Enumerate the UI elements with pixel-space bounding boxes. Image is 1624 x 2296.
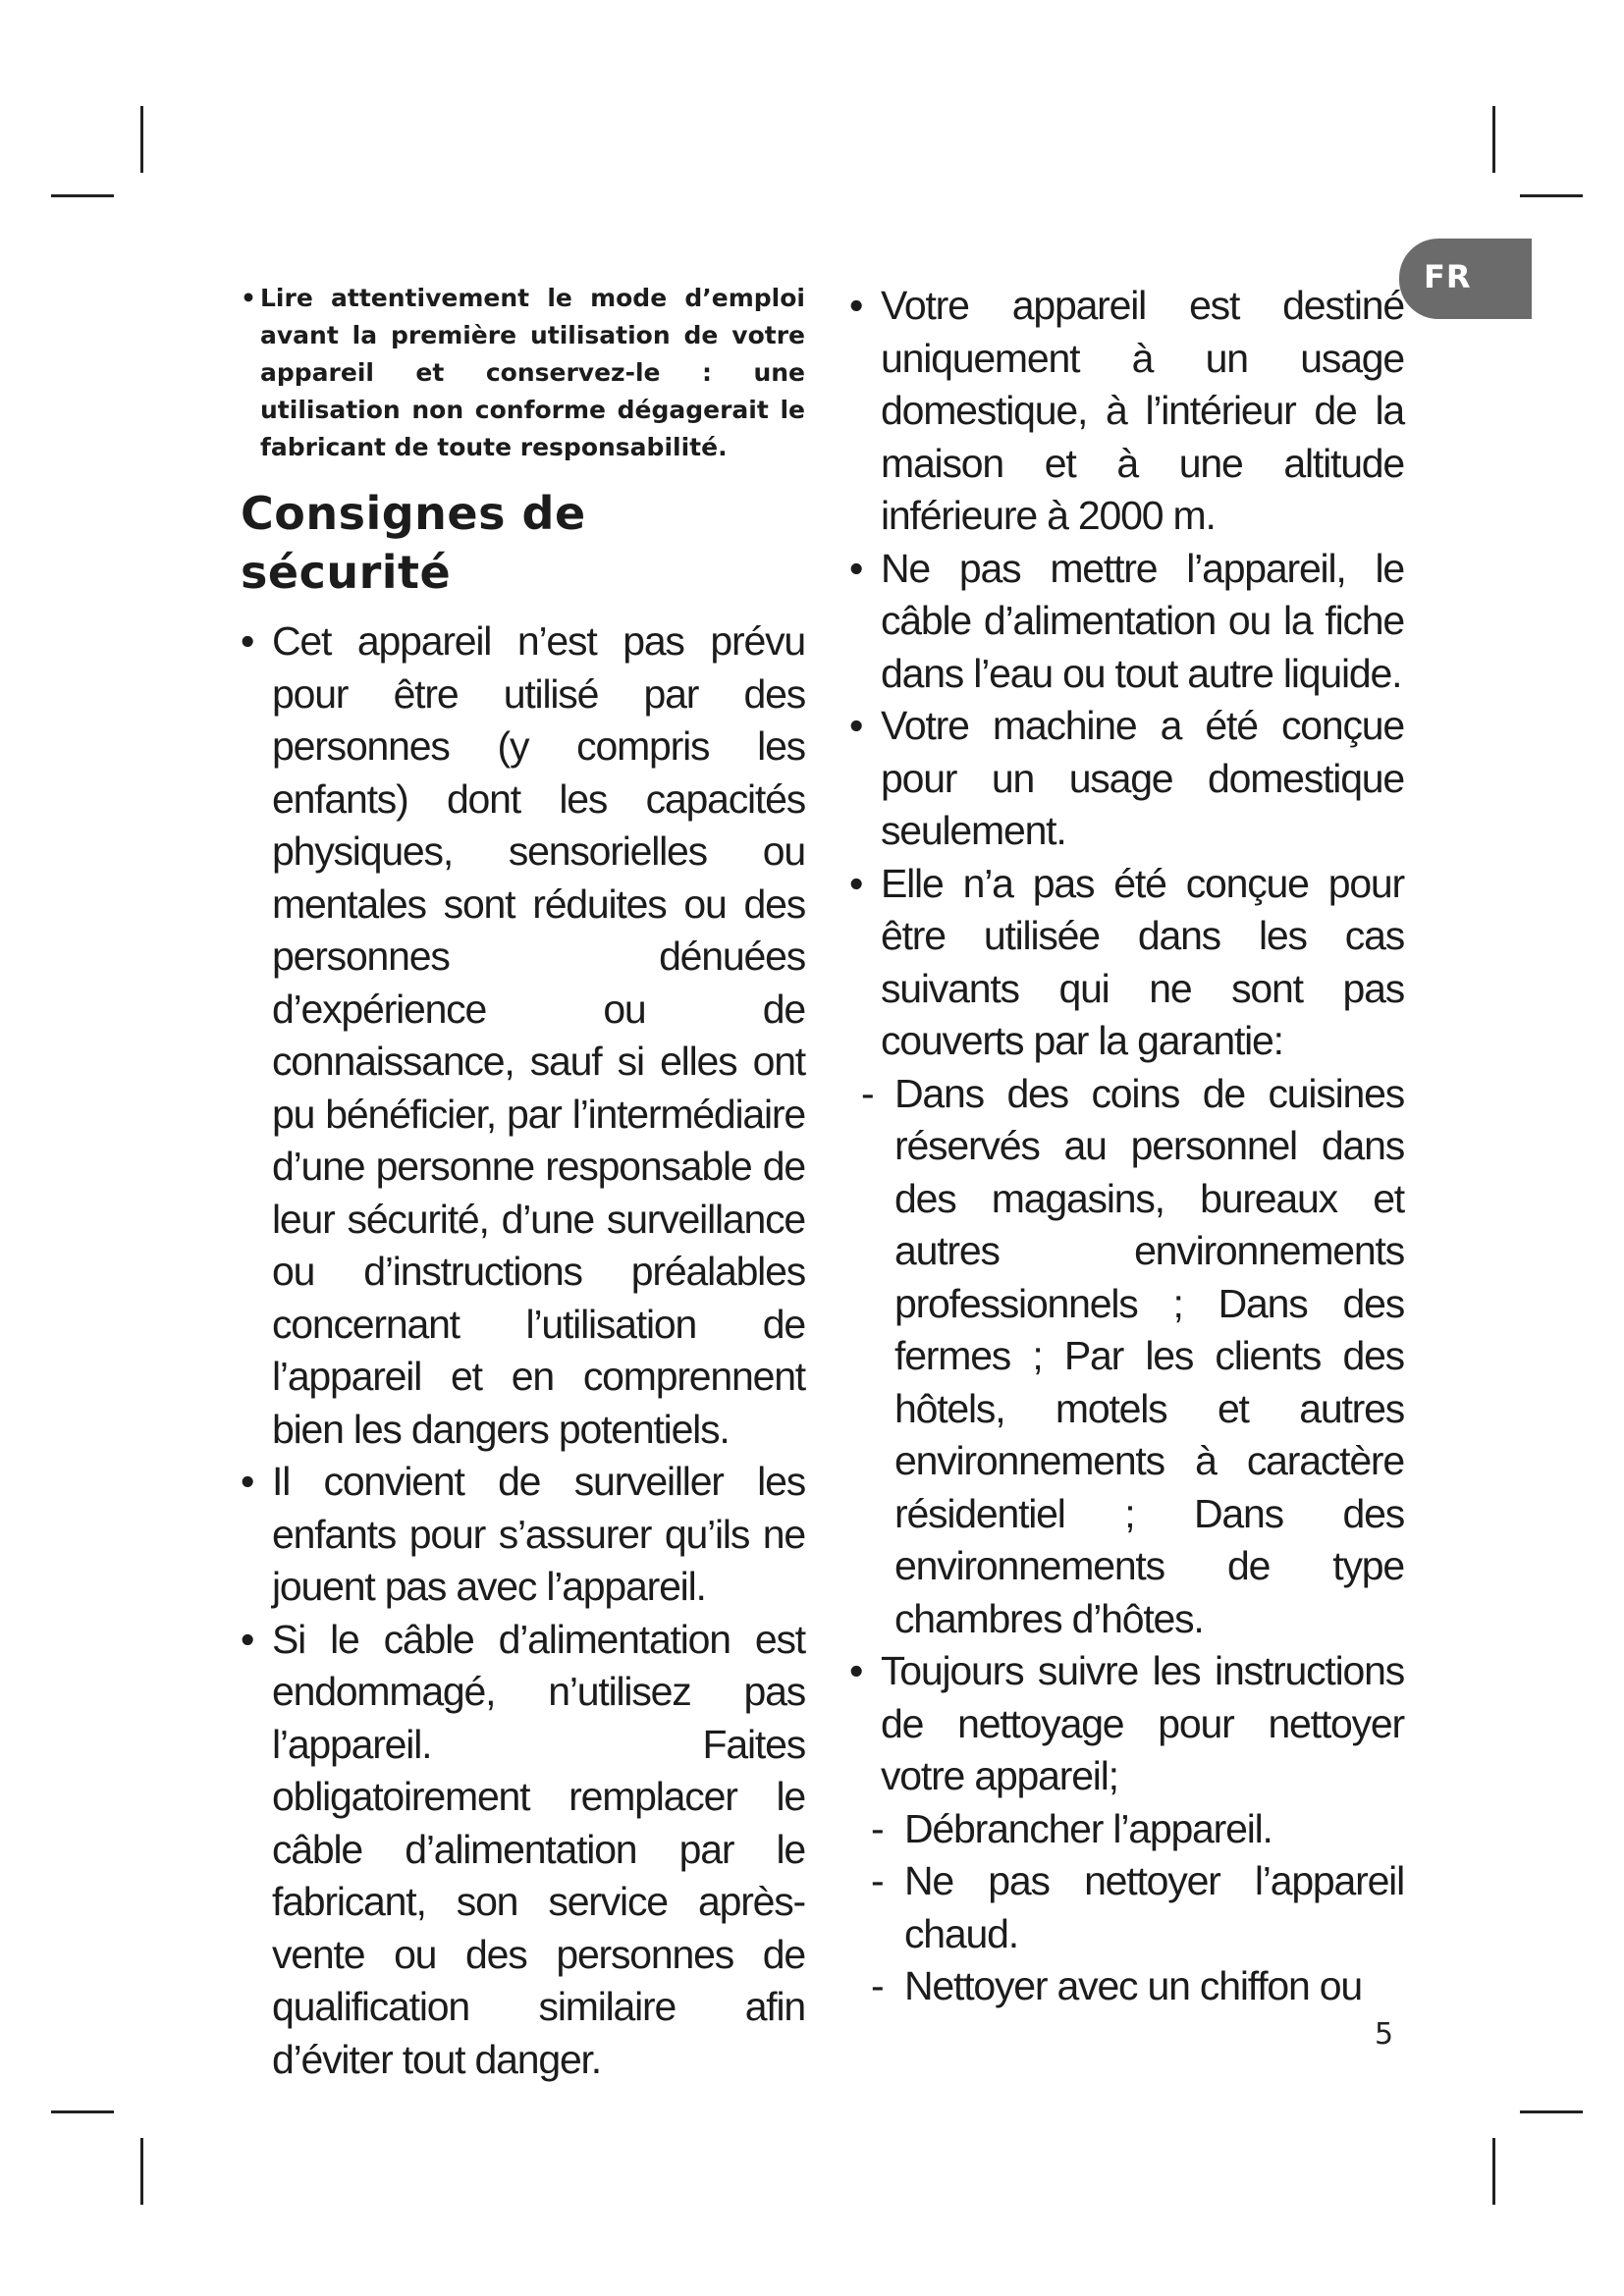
list-item xyxy=(849,858,1404,1068)
bullet-icon: • xyxy=(241,1616,254,1662)
page-number: 5 xyxy=(1375,2017,1394,2052)
list-item-text: Il convient de surveiller les enfants pour s’assurer qu’ils ne jouent pas avec l’appareil. xyxy=(272,1459,805,1609)
list-item-text: Si le câble d’alimentation est endommagé, n’utilisez pas l’appareil. Faites obligatoirement remplacer le câble d’alimentation par le fabricant, son service après-vente ou des personnes de qualification similaire afin d’éviter tout danger. xyxy=(272,1616,805,2082)
list-item-text: Votre machine a été conçue pour un usage domestique seulement. xyxy=(881,703,1404,853)
crop-mark-top-left-vertical xyxy=(140,106,143,173)
list-item-text: Ne pas mettre l’appareil, le câble d’alimentation ou la fiche dans l’eau ou tout autre liquide. xyxy=(881,545,1404,696)
bullet-icon: • xyxy=(849,1648,863,1693)
cleaning-step-text: Nettoyer avec un chiffon ou xyxy=(904,1963,1362,2008)
bullet-icon: • xyxy=(849,860,863,906)
bullet-icon: • xyxy=(849,545,863,591)
list-item xyxy=(241,1456,805,1614)
list-item xyxy=(241,1614,805,2087)
language-tab-label: FR xyxy=(1424,258,1472,295)
list-item-text: Cet appareil n’est pas prévu pour être utilisé par des personnes (y compris les enfants) dont les capacités physiques, sensorielles ou mentales sont réduites ou des personnes dénuées d’expérience ou de connaissance, sauf si elles ont pu bénéficier, par l’intermédiaire d’une personne responsable de leur sécurité, d’une surveillance ou d’instructions préalables concernant l’utilisation de l’appareil et en comprennent bien les dangers potentiels. xyxy=(272,618,805,1452)
cleaning-step xyxy=(849,1803,1404,1856)
section-title: Consignes de sécurité xyxy=(241,487,586,599)
list-item-text: Votre appareil est destiné uniquement à un usage domestique, à l’intérieur de la maison et à une altitude inférieure à 2000 m. xyxy=(881,283,1404,538)
intro-text: Lire attentivement le mode d’emploi avant la première utilisation de votre appareil et conservez-le : une utilisation non conforme dégagerait le fabricant de toute responsabilité. xyxy=(260,284,805,461)
crop-mark-bottom-right-horizontal xyxy=(1520,2110,1583,2113)
crop-mark-top-right-horizontal xyxy=(1520,194,1583,197)
dash-icon: - xyxy=(871,1963,884,2008)
bullet-icon: • xyxy=(241,284,256,312)
crop-mark-top-left-horizontal xyxy=(51,194,114,197)
crop-mark-top-right-vertical xyxy=(1492,106,1495,173)
bullet-icon: • xyxy=(241,1459,254,1504)
crop-mark-bottom-left-horizontal xyxy=(51,2110,114,2113)
list-item xyxy=(849,700,1404,858)
language-tab xyxy=(1399,239,1532,319)
list-item-text: Elle n’a pas été conçue pour être utilisée dans les cas suivants qui ne sont pas couverts par la garantie: xyxy=(881,860,1404,1063)
sub-list-item xyxy=(849,1068,1404,1646)
left-column xyxy=(241,280,805,2086)
bullet-icon: • xyxy=(849,703,863,748)
crop-mark-bottom-right-vertical xyxy=(1492,2138,1495,2205)
right-column xyxy=(849,280,1404,2013)
dash-icon: - xyxy=(871,1805,884,1851)
cleaning-step xyxy=(849,1960,1404,2013)
cleaning-step xyxy=(849,1855,1404,1960)
dash-icon: - xyxy=(861,1070,874,1116)
crop-mark-bottom-left-vertical xyxy=(140,2138,143,2205)
list-item xyxy=(241,615,805,1456)
bullet-icon: • xyxy=(849,283,863,328)
cleaning-step-text: Débrancher l’appareil. xyxy=(904,1805,1272,1851)
bullet-icon: • xyxy=(241,618,254,664)
list-item-text: Toujours suivre les instructions de nettoyage pour nettoyer votre appareil; xyxy=(881,1648,1404,1798)
list-item xyxy=(849,543,1404,701)
dash-icon: - xyxy=(871,1858,884,1903)
list-item xyxy=(849,280,1404,543)
sub-list-item-text: Dans des coins de cuisines réservés au personnel dans des magasins, bureaux et autres environnements professionnels ; Dans des fermes ; Par les clients des hôtels, motels et autres environnements à caractère résidentiel ; Dans des environnements de type chambres d’hôtes. xyxy=(894,1070,1404,1641)
cleaning-step-text: Ne pas nettoyer l’appareil chaud. xyxy=(904,1858,1404,1956)
intro-note xyxy=(241,280,805,466)
list-item xyxy=(849,1645,1404,1803)
